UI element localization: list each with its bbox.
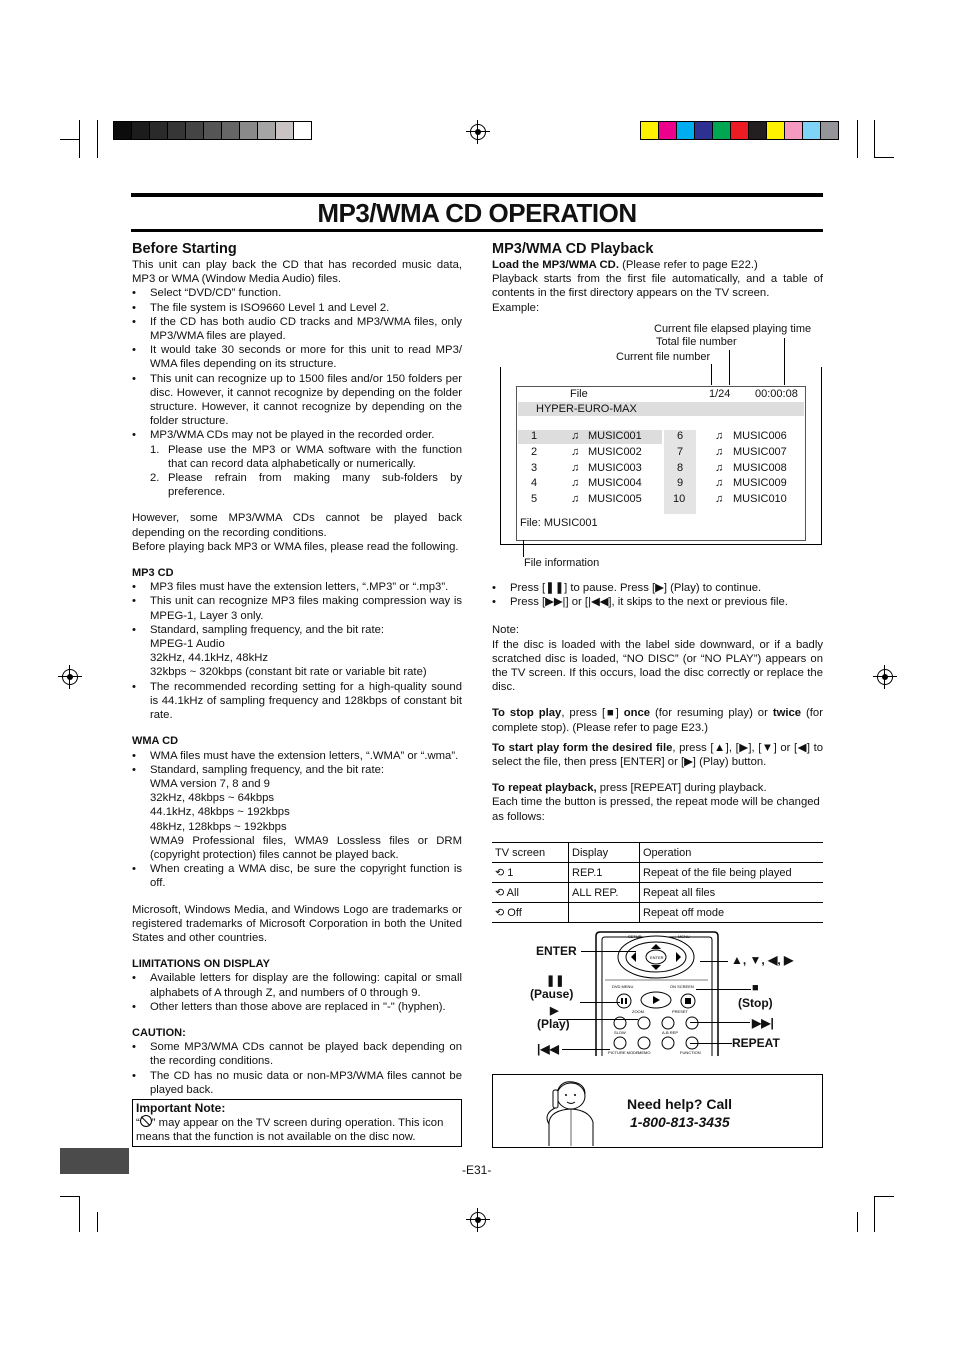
item-line: 48kHz, 128kbps ~ 192kbps	[150, 820, 287, 833]
title-rule	[131, 229, 823, 232]
wma-heading: WMA CD	[132, 735, 179, 748]
music-note-icon: ♫	[715, 493, 724, 506]
item-line: 32kHz, 48kbps ~ 64kbps	[150, 792, 275, 805]
color-swatch	[222, 122, 240, 139]
stop-instruction	[492, 706, 823, 734]
list-item	[132, 763, 462, 862]
file-number: 7	[677, 445, 684, 458]
crop-mark	[60, 1196, 80, 1197]
color-swatch	[168, 122, 186, 139]
table-row	[492, 883, 823, 903]
table-cell	[492, 863, 569, 883]
remote-zoom-label: ZOOM	[632, 1009, 644, 1014]
music-note-icon: ♫	[715, 445, 724, 458]
note-text: If the disc is loaded with the label side downward, or if a badly scratched disc is loaded, “NO DISC” (or “NO PLAY”) appears on the TV screen. If this occurs, load the disc correctly or replace the disc.	[492, 638, 823, 694]
callout-elapsed-time: Current file elapsed playing time	[654, 323, 812, 335]
list-item: • Select “DVD/CD” function.	[132, 286, 462, 300]
remote-function-label: FUNCTION	[680, 1050, 701, 1055]
callout-file-info: File information	[524, 557, 600, 569]
repeat-icon: ⟲	[495, 887, 505, 899]
help-box	[492, 1074, 823, 1148]
screen-file-label: File	[570, 388, 588, 400]
important-note-box	[132, 1099, 462, 1147]
list-item: • MP3/WMA CDs may not be played in the recorded order.	[132, 428, 462, 442]
color-swatch	[294, 122, 311, 139]
list-item: • Press [❚❚] to pause. Press [▶] (Play) to continue.	[492, 581, 823, 595]
remote-menu-label: MENU	[678, 934, 690, 939]
table-cell	[569, 903, 640, 923]
playback-heading: MP3/WMA CD Playback	[492, 241, 654, 257]
file-name: MUSIC006	[733, 430, 787, 442]
list-item	[132, 471, 462, 499]
leader-line	[700, 961, 728, 962]
file-row	[664, 430, 804, 446]
leader-line	[690, 1043, 732, 1044]
remote-on-screen-label: ON SCREEN	[670, 984, 694, 989]
mp3-heading: MP3 CD	[132, 567, 174, 580]
screen-folder-name: HYPER-EURO-MAX	[536, 403, 637, 415]
before-intro: This unit can play back the CD that has recorded music data, MP3 or WMA (Window Media Audio) files.	[132, 259, 462, 286]
file-number: 5	[531, 493, 538, 506]
crop-mark	[857, 1212, 858, 1232]
color-swatch	[132, 122, 150, 139]
file-number: 3	[531, 461, 538, 474]
crop-mark	[97, 1212, 98, 1232]
crop-mark	[874, 1196, 875, 1232]
table-header: Display	[569, 843, 640, 863]
list-item: • Other letters than those above are replaced in "-" (hyphen).	[132, 1000, 462, 1014]
right-column-top	[492, 240, 823, 315]
file-name: MUSIC004	[588, 477, 642, 490]
file-number: 4	[531, 477, 538, 490]
table-cell: ALL REP.	[569, 883, 640, 903]
color-swatch	[821, 122, 838, 139]
repeat-icon: ⟲	[495, 907, 505, 919]
file-name: MUSIC005	[588, 493, 642, 506]
remote-setup-label: SETUP	[628, 934, 642, 939]
file-row	[664, 477, 804, 493]
file-number: 8	[677, 461, 684, 474]
crop-mark	[60, 139, 80, 140]
list-item: • If the CD has both audio CD tracks and MP3/WMA files, only MP3/WMA files are played.	[132, 315, 462, 343]
list-item: • MP3 files must have the extension letters, “.MP3” or “.mp3”.	[132, 580, 462, 594]
music-note-icon: ♫	[715, 477, 724, 490]
start-instruction	[492, 741, 823, 769]
file-name: MUSIC007	[733, 445, 787, 458]
text: press [REPEAT] during playback.	[596, 782, 767, 795]
remote-ab-label: A-B REP	[662, 1030, 679, 1035]
repeat-description: Each time the button is pressed, the repeat mode will be changed as follows:	[492, 796, 820, 823]
bold-text: To start play form the desired file	[492, 741, 673, 754]
remote-control-illustration	[590, 930, 725, 1056]
file-name: MUSIC001	[588, 430, 642, 442]
table-cell	[492, 903, 569, 923]
cell-text: All	[506, 887, 519, 899]
crop-mark	[874, 120, 875, 158]
left-file-list	[518, 430, 662, 509]
important-note-text	[136, 1115, 458, 1144]
list-item: • Available letters for display are the following: capital or small alphabets of A through Z, and numbers of 0 through 9.	[132, 971, 462, 999]
screen-file-info: File: MUSIC001	[520, 517, 598, 529]
leader-line	[523, 540, 524, 557]
remote-preset-label: PRESET	[672, 1009, 689, 1014]
color-swatch	[713, 122, 731, 139]
crop-mark	[857, 120, 858, 158]
help-phone-number: 1-800-813-3435	[630, 1114, 730, 1130]
list-item: • WMA files must have the extension letters, “.WMA” or “.wma”.	[132, 749, 462, 763]
bold-text: once	[623, 707, 651, 720]
list-item: • The file system is ISO9660 Level 1 and Level 2.	[132, 301, 462, 315]
color-swatch	[204, 122, 222, 139]
music-note-icon: ♫	[715, 430, 724, 442]
list-item: • When creating a WMA disc, be sure the copyright function is off.	[132, 862, 462, 890]
quote-open: “	[136, 1117, 140, 1129]
before-starting-heading: Before Starting	[132, 241, 237, 257]
color-swatch	[695, 122, 713, 139]
leader-line	[690, 1022, 750, 1023]
list-item	[132, 443, 462, 471]
item-line: WMA version 7, 8 and 9	[150, 777, 270, 790]
numbered-list	[132, 443, 462, 500]
item-line: 32kHz, 44.1kHz, 48kHz	[150, 652, 269, 665]
music-note-icon: ♫	[571, 493, 580, 506]
next-icon: ▶▶|	[752, 1016, 774, 1030]
caution-heading: CAUTION:	[132, 1026, 186, 1039]
previous-icon: |◀◀	[537, 1042, 559, 1056]
remote-label-enter: ENTER	[536, 944, 577, 958]
color-swatch	[767, 122, 785, 139]
list-item: • It would take 30 seconds or more for this unit to read MP3/ WMA files depending on its structure.	[132, 343, 462, 371]
remote-enter-label: ENTER	[650, 955, 664, 960]
table-header: Operation	[640, 843, 824, 863]
stop-icon: ■	[752, 982, 759, 994]
load-bold: Load the MP3/WMA CD.	[492, 259, 619, 271]
phone-person-illustration	[537, 1078, 599, 1146]
text: , press [▲], [▶], [▼] or [◀] to select the file, then press [ENTER] or [▶] (Play) button.	[492, 741, 823, 769]
table-cell: Repeat off mode	[640, 903, 824, 923]
item-text: Please refrain from making many sub-folders by preference.	[168, 472, 462, 499]
screen-elapsed-time: 00:00:08	[755, 388, 798, 400]
playback-intro: Playback starts from the first file automatically, and a table of contents in the first directory appears on the TV screen.	[492, 273, 823, 300]
list-item	[132, 623, 462, 680]
pause-icon: ❚❚	[546, 975, 565, 987]
callout-current-file: Current file number	[616, 351, 711, 363]
music-note-icon: ♫	[571, 461, 580, 474]
leader-line	[580, 1002, 620, 1003]
color-swatch	[677, 122, 695, 139]
file-number: 9	[677, 477, 684, 490]
table-row	[492, 903, 823, 923]
bold-text: twice	[772, 707, 802, 720]
music-note-icon: ♫	[715, 461, 724, 474]
note-label: Note:	[492, 624, 520, 637]
repeat-instruction	[492, 781, 823, 795]
file-row	[518, 477, 662, 493]
crop-mark	[97, 120, 98, 158]
registration-mark	[62, 669, 78, 685]
before-play-text: Before playing back MP3 or WMA files, please read the following.	[132, 540, 459, 553]
playback-controls-list	[492, 581, 823, 609]
remote-dvd-menu-label: DVD MENU	[612, 984, 634, 989]
registration-mark	[470, 124, 486, 140]
color-swatch	[150, 122, 168, 139]
repeat-mode-table	[492, 842, 823, 923]
text: (for resuming play) or	[650, 707, 773, 720]
item-line: MPEG-1 Audio	[150, 638, 225, 651]
item-number: 2.	[150, 472, 160, 485]
music-note-icon: ♫	[571, 477, 580, 490]
table-header-row	[492, 843, 823, 863]
list-item: • This unit can recognize MP3 files making compression way is MPEG-1, Layer 3 only.	[132, 594, 462, 622]
remote-memo-label: MEMO	[638, 1050, 651, 1055]
help-line-1: Need help? Call	[627, 1096, 733, 1112]
file-row	[664, 462, 804, 478]
page-number: -E31-	[462, 1163, 492, 1177]
item-line: 32kbps ~ 320kbps (constant bit rate or variable bit rate)	[150, 666, 427, 679]
text: (for complete stop). (Please refer to page E23.)	[492, 707, 823, 734]
file-row	[664, 493, 804, 509]
file-name: MUSIC002	[588, 445, 642, 458]
file-row	[518, 493, 662, 509]
load-instruction	[492, 258, 823, 272]
play-icon: ▶	[550, 1005, 559, 1017]
list-item: • This unit can recognize up to 1500 files and/or 150 folders per disc. However, it cannot recognize by depending on the folder structure. However, it cannot recognize by depending on the folder structure.	[132, 372, 462, 429]
limitations-list	[132, 971, 462, 1014]
color-calibration-strip	[640, 121, 839, 140]
table-row	[492, 863, 823, 883]
color-swatch	[114, 122, 132, 139]
registration-mark	[877, 669, 893, 685]
page-tab	[60, 1148, 129, 1174]
page-title: MP3/WMA CD OPERATION	[317, 198, 637, 228]
mp3-list	[132, 580, 462, 722]
remote-label-play: (Play)	[537, 1017, 570, 1031]
right-file-list	[664, 430, 804, 509]
music-note-icon: ♫	[571, 430, 580, 442]
file-row	[518, 462, 662, 478]
table-cell: REP.1	[569, 863, 640, 883]
color-swatch	[803, 122, 821, 139]
repeat-icon: ⟲	[495, 867, 505, 879]
file-row	[518, 430, 662, 446]
before-list	[132, 286, 462, 442]
list-item: • The recommended recording setting for a high-quality sound is 44.1kHz of sampling frequency and 128kbps of constant bit rate.	[132, 680, 462, 723]
cell-text: 1	[507, 867, 514, 879]
crop-mark	[874, 1196, 894, 1197]
color-swatch	[186, 122, 204, 139]
file-name: MUSIC010	[733, 493, 787, 506]
table-cell: Repeat of the file being played	[640, 863, 824, 883]
item-text: • Standard, sampling frequency, and the bit rate:	[150, 763, 385, 776]
file-name: MUSIC003	[588, 461, 642, 474]
title-rule	[131, 193, 823, 197]
gray-calibration-strip	[113, 121, 312, 140]
limitations-heading: LIMITATIONS ON DISPLAY	[132, 958, 270, 971]
right-column-body	[492, 581, 823, 824]
screen-file-count: 1/24	[709, 388, 731, 400]
important-note-heading: Important Note:	[136, 1101, 226, 1115]
color-swatch	[749, 122, 767, 139]
remote-picture-label: PICTURE MODE	[608, 1050, 639, 1055]
bold-text: To stop play	[492, 707, 562, 720]
item-text: • Standard, sampling frequency, and the bit rate:	[150, 623, 385, 636]
text: , press [■]	[561, 707, 624, 720]
color-swatch	[659, 122, 677, 139]
left-column	[132, 240, 462, 1097]
bold-text: To repeat playback,	[492, 782, 597, 795]
remote-label-stop: (Stop)	[738, 996, 773, 1010]
crop-mark	[874, 157, 894, 158]
color-swatch	[731, 122, 749, 139]
item-line: WMA9 Professional files, WMA9 Lossless files or DRM (copyright protection) files cannot be played back.	[150, 834, 462, 861]
example-label: Example:	[492, 301, 540, 314]
remote-slow-label: SLOW	[614, 1030, 626, 1035]
list-item: • Some MP3/WMA CDs cannot be played back depending on the recording conditions.	[132, 1040, 462, 1068]
file-number: 10	[673, 493, 686, 506]
item-line: 44.1kHz, 48kbps ~ 192kbps	[150, 806, 290, 819]
color-swatch	[258, 122, 276, 139]
arrow-keys-label: ▲, ▼, ◀, ▶	[731, 953, 794, 967]
crop-mark	[79, 1196, 80, 1232]
color-swatch	[276, 122, 294, 139]
item-number: 1.	[150, 443, 160, 456]
file-name: MUSIC009	[733, 477, 787, 490]
file-name: MUSIC008	[733, 461, 787, 474]
leader-line	[581, 951, 636, 952]
leader-line	[558, 1019, 638, 1020]
callout-total-files: Total file number	[656, 336, 737, 348]
note-body: ” may appear on the TV screen during operation. This icon means that the function is not available on the disc now.	[136, 1117, 444, 1143]
caution-list	[132, 1040, 462, 1097]
remote-label-pause: (Pause)	[530, 987, 574, 1001]
leader-line	[696, 989, 751, 990]
color-swatch	[785, 122, 803, 139]
table-cell: Repeat all files	[640, 883, 824, 903]
file-row	[664, 446, 804, 462]
file-number: 1	[531, 430, 538, 442]
wma-list	[132, 749, 462, 891]
leader-line	[562, 1049, 610, 1050]
file-row	[518, 446, 662, 462]
tv-screen	[516, 386, 806, 541]
table-header: TV screen	[492, 843, 569, 863]
file-number: 2	[531, 445, 538, 458]
load-rest: (Please refer to page E22.)	[618, 259, 758, 271]
color-swatch	[641, 122, 659, 139]
registration-mark	[470, 1212, 486, 1228]
trademark-text: Microsoft, Windows Media, and Windows Logo are trademarks or registered trademarks of Microsoft Corporation in both the United States and other countries.	[132, 903, 462, 944]
prohibited-icon	[140, 1115, 152, 1127]
list-item: • The CD has no music data or non-MP3/WMA files cannot be played back.	[132, 1069, 462, 1097]
remote-label-repeat: REPEAT	[732, 1036, 780, 1050]
item-text: Please use the MP3 or WMA software with the function that can record data alphabetically or numerically.	[168, 443, 462, 470]
cell-text: Off	[507, 907, 522, 919]
list-item: • Press [▶▶|] or [|◀◀], it skips to the next or previous file.	[492, 595, 823, 609]
file-number: 6	[677, 430, 684, 442]
color-swatch	[240, 122, 258, 139]
music-note-icon: ♫	[571, 445, 580, 458]
however-text: However, some MP3/WMA CDs cannot be played back depending on the recording conditions.	[132, 512, 462, 539]
table-cell	[492, 883, 569, 903]
